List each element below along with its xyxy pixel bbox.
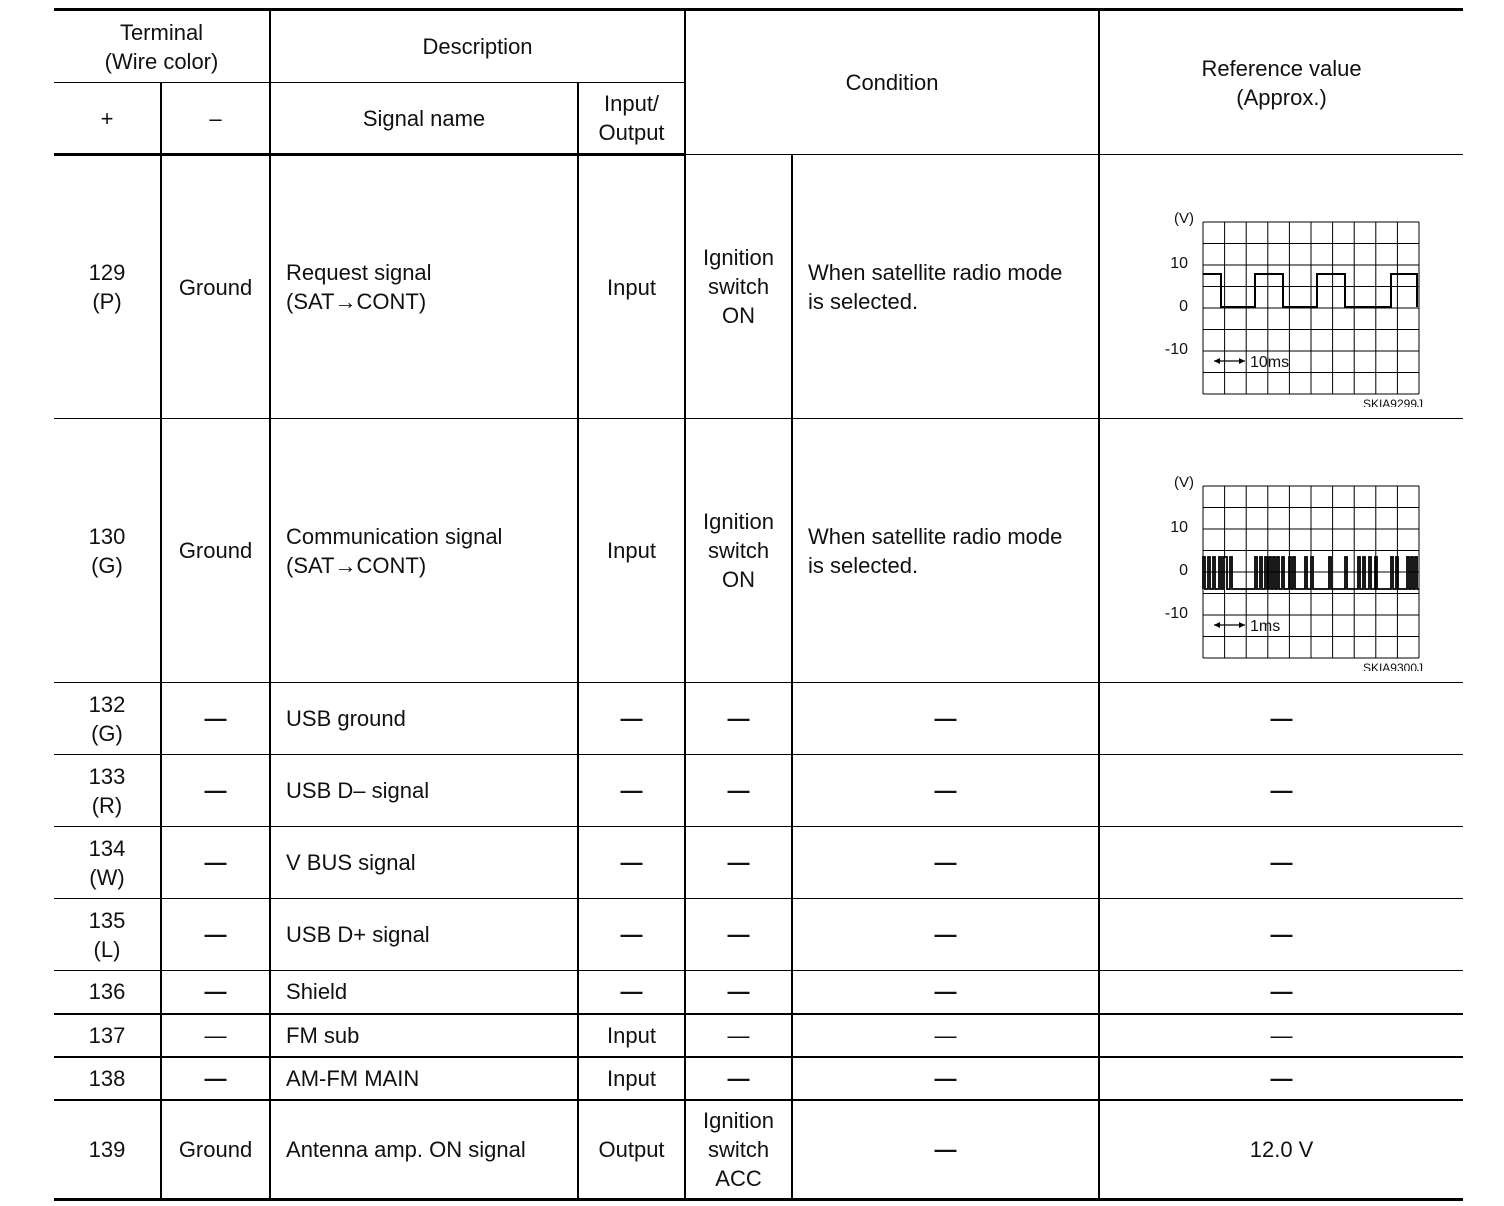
signal-name: Request signal (SAT→CONT) bbox=[270, 155, 578, 419]
table-row bbox=[54, 971, 1463, 1014]
condition-switch: — bbox=[685, 971, 792, 1014]
table-row bbox=[54, 755, 1463, 827]
reference-value: — bbox=[1099, 1057, 1463, 1100]
terminal-minus: — bbox=[161, 1014, 270, 1057]
terminal-plus: 130 (G) bbox=[54, 419, 161, 683]
condition-switch: — bbox=[685, 755, 792, 827]
condition-switch: — bbox=[685, 899, 792, 971]
condition-detail: — bbox=[792, 899, 1099, 971]
input-output: Output bbox=[578, 1100, 685, 1200]
condition-detail: — bbox=[792, 1014, 1099, 1057]
signal-name: USB ground bbox=[270, 683, 578, 755]
scope-unit-label: (V) bbox=[1173, 209, 1194, 227]
condition-detail: When satellite radio mode is selected. bbox=[792, 419, 1099, 683]
table-row bbox=[54, 155, 1463, 419]
header-condition: Condition bbox=[685, 10, 1099, 155]
input-output: Input bbox=[578, 1057, 685, 1100]
scope-waveform-trace bbox=[1203, 274, 1417, 307]
signal-name: Communication signal (SAT→CONT) bbox=[270, 419, 578, 683]
table-row bbox=[54, 1100, 1463, 1200]
table-row bbox=[54, 683, 1463, 755]
scope-waveform-trace bbox=[1203, 557, 1419, 589]
signal-name: Shield bbox=[270, 971, 578, 1014]
terminal-minus: — bbox=[161, 683, 270, 755]
signal-name: V BUS signal bbox=[270, 827, 578, 899]
terminal-minus: — bbox=[161, 755, 270, 827]
condition-detail: — bbox=[792, 971, 1099, 1014]
reference-value: — bbox=[1099, 683, 1463, 755]
reference-value: 12.0 V bbox=[1099, 1100, 1463, 1200]
terminal-plus: 133 (R) bbox=[54, 755, 161, 827]
scope-time-scale bbox=[1214, 622, 1245, 628]
scope-y-label: 0 bbox=[1178, 297, 1188, 315]
terminal-reference-table bbox=[54, 8, 1463, 1201]
terminal-minus: — bbox=[161, 899, 270, 971]
reference-value: — bbox=[1099, 1014, 1463, 1057]
table-row bbox=[54, 827, 1463, 899]
condition-detail: — bbox=[792, 827, 1099, 899]
terminal-minus: Ground bbox=[161, 419, 270, 683]
scope-y-label: 10 bbox=[1169, 254, 1188, 272]
table-row bbox=[54, 419, 1463, 683]
reference-value: — bbox=[1099, 899, 1463, 971]
terminal-minus: — bbox=[161, 827, 270, 899]
scope-unit-label: (V) bbox=[1173, 473, 1194, 491]
signal-name: AM-FM MAIN bbox=[270, 1057, 578, 1100]
condition-detail: — bbox=[792, 755, 1099, 827]
scope-time-scale bbox=[1214, 358, 1245, 364]
signal-name: USB D– signal bbox=[270, 755, 578, 827]
terminal-minus: Ground bbox=[161, 155, 270, 419]
input-output: Input bbox=[578, 1014, 685, 1057]
condition-detail: — bbox=[792, 683, 1099, 755]
input-output: — bbox=[578, 755, 685, 827]
terminal-minus: — bbox=[161, 1057, 270, 1100]
terminal-plus: 136 bbox=[54, 971, 161, 1014]
table-row bbox=[54, 1057, 1463, 1100]
terminal-plus: 135 (L) bbox=[54, 899, 161, 971]
table-row bbox=[54, 1014, 1463, 1057]
header-description: Description bbox=[270, 10, 685, 83]
header-minus: – bbox=[161, 83, 270, 155]
input-output: Input bbox=[578, 155, 685, 419]
reference-waveform bbox=[1099, 155, 1463, 419]
signal-name: FM sub bbox=[270, 1014, 578, 1057]
reference-value: — bbox=[1099, 971, 1463, 1014]
condition-detail: — bbox=[792, 1057, 1099, 1100]
oscilloscope-waveform-request bbox=[1117, 167, 1447, 407]
header-terminal: Terminal (Wire color) bbox=[54, 10, 270, 83]
input-output: Input bbox=[578, 419, 685, 683]
scope-time-label: 10ms bbox=[1249, 353, 1289, 371]
terminal-plus: 134 (W) bbox=[54, 827, 161, 899]
condition-switch: Ignition switch ON bbox=[685, 419, 792, 683]
input-output: — bbox=[578, 683, 685, 755]
terminal-plus: 132 (G) bbox=[54, 683, 161, 755]
header-input-output: Input/ Output bbox=[578, 83, 685, 155]
figure-id: SKIA9300J bbox=[1362, 660, 1423, 671]
condition-switch: Ignition switch ACC bbox=[685, 1100, 792, 1200]
terminal-plus: 139 bbox=[54, 1100, 161, 1200]
scope-y-label: 10 bbox=[1169, 518, 1188, 536]
figure-id: SKIA9299J bbox=[1362, 396, 1423, 407]
scope-y-label: 0 bbox=[1178, 561, 1188, 579]
condition-detail: — bbox=[792, 1100, 1099, 1200]
input-output: — bbox=[578, 971, 685, 1014]
terminal-plus: 129 (P) bbox=[54, 155, 161, 419]
signal-name: Antenna amp. ON signal bbox=[270, 1100, 578, 1200]
terminal-minus: Ground bbox=[161, 1100, 270, 1200]
reference-value: — bbox=[1099, 827, 1463, 899]
reference-waveform bbox=[1099, 419, 1463, 683]
header-reference-value: Reference value (Approx.) bbox=[1099, 10, 1463, 155]
scope-y-label: -10 bbox=[1164, 604, 1188, 622]
table-row bbox=[54, 899, 1463, 971]
scope-time-label: 1ms bbox=[1249, 617, 1280, 635]
terminal-minus: — bbox=[161, 971, 270, 1014]
header-signal-name: Signal name bbox=[270, 83, 578, 155]
header-plus: + bbox=[54, 83, 161, 155]
condition-switch: — bbox=[685, 1057, 792, 1100]
scope-y-label: -10 bbox=[1164, 340, 1188, 358]
condition-switch: Ignition switch ON bbox=[685, 155, 792, 419]
condition-detail: When satellite radio mode is selected. bbox=[792, 155, 1099, 419]
terminal-plus: 138 bbox=[54, 1057, 161, 1100]
condition-switch: — bbox=[685, 827, 792, 899]
input-output: — bbox=[578, 899, 685, 971]
condition-switch: — bbox=[685, 683, 792, 755]
reference-value: — bbox=[1099, 755, 1463, 827]
condition-switch: — bbox=[685, 1014, 792, 1057]
signal-name: USB D+ signal bbox=[270, 899, 578, 971]
terminal-plus: 137 bbox=[54, 1014, 161, 1057]
input-output: — bbox=[578, 827, 685, 899]
oscilloscope-waveform-communication bbox=[1117, 431, 1447, 671]
